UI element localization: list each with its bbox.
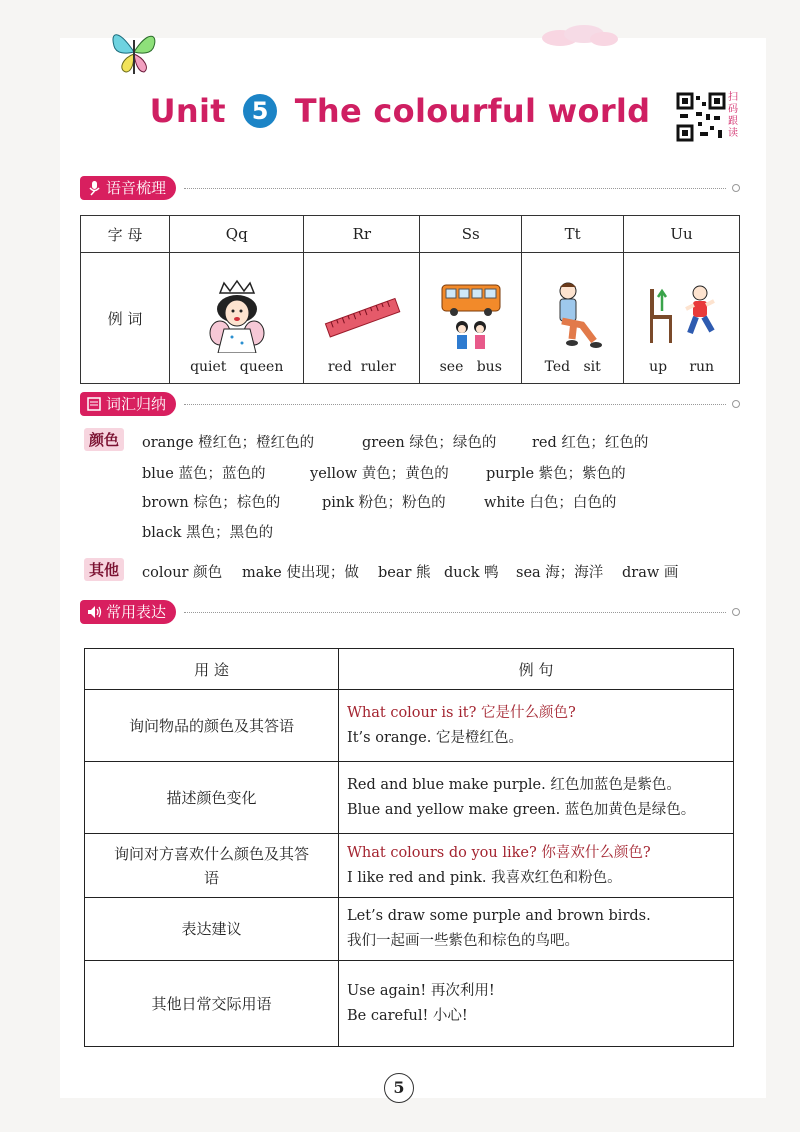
- example-cell: [339, 690, 734, 762]
- example-cell-uu: [624, 253, 740, 384]
- table-header-row: [85, 649, 734, 690]
- vocab-item: red 红色；红色的: [532, 435, 649, 451]
- vocab-item: draw 画: [622, 565, 679, 581]
- others-tag: 其他: [84, 558, 124, 581]
- vocab-item: blue 蓝色；蓝色的: [142, 466, 266, 482]
- example-cell: [339, 898, 734, 961]
- vocab-item: purple 紫色；紫色的: [486, 466, 626, 482]
- letter-cell: Rr: [304, 216, 420, 253]
- section-expressions-header: [80, 600, 740, 626]
- example-line: Red and blue make purple. 红色加蓝色是紫色。: [347, 776, 681, 793]
- example-cell-rr: [304, 253, 420, 384]
- examples-row: [81, 253, 740, 384]
- example-line: Let’s draw some purple and brown birds.: [347, 908, 651, 924]
- vocab-item: green 绿色；绿色的: [362, 435, 497, 451]
- column-header: 用 途: [85, 649, 339, 690]
- section-pill: [80, 600, 176, 624]
- vocab-item: bear 熊: [378, 565, 431, 581]
- colors-tag: 颜色: [84, 428, 124, 451]
- queen-illustration: [202, 279, 272, 353]
- usage-cell: 表达建议: [85, 898, 339, 961]
- divider-end: [732, 184, 740, 192]
- section-title: 语音梳理: [106, 179, 167, 197]
- vocab-item: black 黑色；黑色的: [142, 525, 274, 541]
- example-cell: [339, 961, 734, 1047]
- page-number: 5: [384, 1073, 414, 1103]
- chair-and-running-boy-illustration: [642, 279, 722, 353]
- example-line: 我们一起画一些紫色和棕色的鸟吧。: [347, 933, 579, 949]
- letters-row: [81, 216, 740, 253]
- example-line: Be careful! 小心!: [347, 1007, 468, 1024]
- example-words: Ted sit: [544, 359, 601, 375]
- butterfly-icon: [108, 22, 160, 80]
- table-row: [85, 834, 734, 898]
- usage-cell: 询问物品的颜色及其答语: [85, 690, 339, 762]
- book-icon: [86, 396, 102, 412]
- table-row: [85, 898, 734, 961]
- ruler-illustration: [322, 279, 402, 353]
- section-title: 词汇归纳: [106, 395, 167, 413]
- vocab-item: colour 颜色: [142, 565, 223, 581]
- example-cell: [339, 762, 734, 834]
- section-vocabulary-header: [80, 392, 740, 418]
- example-cell-qq: [170, 253, 304, 384]
- unit-number-badge: 5: [243, 94, 277, 128]
- cloud-decoration: [540, 24, 620, 48]
- table-row: [85, 961, 734, 1047]
- column-header: 例 句: [339, 649, 734, 690]
- example-line: I like red and pink. 我喜欢红色和粉色。: [347, 869, 622, 886]
- row-label: 字 母: [81, 216, 170, 253]
- example-line: It’s orange. 它是橙红色。: [347, 729, 523, 746]
- example-words: up run: [649, 359, 715, 375]
- bus-illustration: [436, 279, 506, 353]
- example-words: red ruler: [327, 359, 396, 375]
- letter-cell: Tt: [522, 216, 624, 253]
- vocab-item: white 白色；白色的: [484, 495, 617, 511]
- example-line: Use again! 再次利用!: [347, 982, 495, 999]
- qr-code[interactable]: [676, 92, 726, 142]
- divider: [184, 188, 726, 189]
- microphone-icon: [86, 180, 102, 196]
- table-row: [85, 762, 734, 834]
- vocab-item: make 使出现；做: [242, 565, 359, 581]
- vocab-item: sea 海；海洋: [516, 565, 604, 581]
- table-row: [85, 690, 734, 762]
- section-phonics-header: [80, 176, 740, 202]
- usage-cell: 其他日常交际用语: [85, 961, 339, 1047]
- divider-end: [732, 400, 740, 408]
- section-title: 常用表达: [106, 603, 167, 621]
- divider-end: [732, 608, 740, 616]
- row-label: 例 词: [81, 253, 170, 384]
- vocab-item: duck 鸭: [444, 565, 499, 581]
- letter-cell: Uu: [624, 216, 740, 253]
- example-cell-tt: [522, 253, 624, 384]
- example-line: Blue and yellow make green. 蓝色加黄色是绿色。: [347, 801, 696, 818]
- usage-cell: 询问对方喜欢什么颜色及其答语: [85, 834, 339, 898]
- section-pill: [80, 176, 176, 200]
- sitting-boy-illustration: [538, 279, 608, 353]
- title-suffix: The colourful world: [294, 92, 651, 130]
- vocab-item: orange 橙红色；橙红色的: [142, 435, 315, 451]
- section-pill: [80, 392, 176, 416]
- phonics-table: [80, 215, 740, 384]
- example-cell-ss: [420, 253, 522, 384]
- divider: [184, 612, 726, 613]
- usage-cell: 描述颜色变化: [85, 762, 339, 834]
- speaker-icon: [86, 604, 102, 620]
- vocab-item: pink 粉色；粉色的: [322, 495, 446, 511]
- example-line: What colours do you like? 你喜欢什么颜色?: [347, 844, 651, 861]
- letter-cell: Qq: [170, 216, 304, 253]
- letter-cell: Ss: [420, 216, 522, 253]
- example-words: quiet queen: [190, 359, 284, 375]
- vocab-item: brown 棕色；棕色的: [142, 495, 281, 511]
- expressions-table: [84, 648, 734, 1047]
- example-words: see bus: [439, 359, 502, 375]
- qr-label: 扫码跟读: [728, 92, 738, 139]
- vocab-item: yellow 黄色；黄色的: [310, 466, 449, 482]
- example-line: What colour is it? 它是什么颜色?: [347, 704, 576, 721]
- title-prefix: Unit: [149, 92, 226, 130]
- example-cell: [339, 834, 734, 898]
- divider: [184, 404, 726, 405]
